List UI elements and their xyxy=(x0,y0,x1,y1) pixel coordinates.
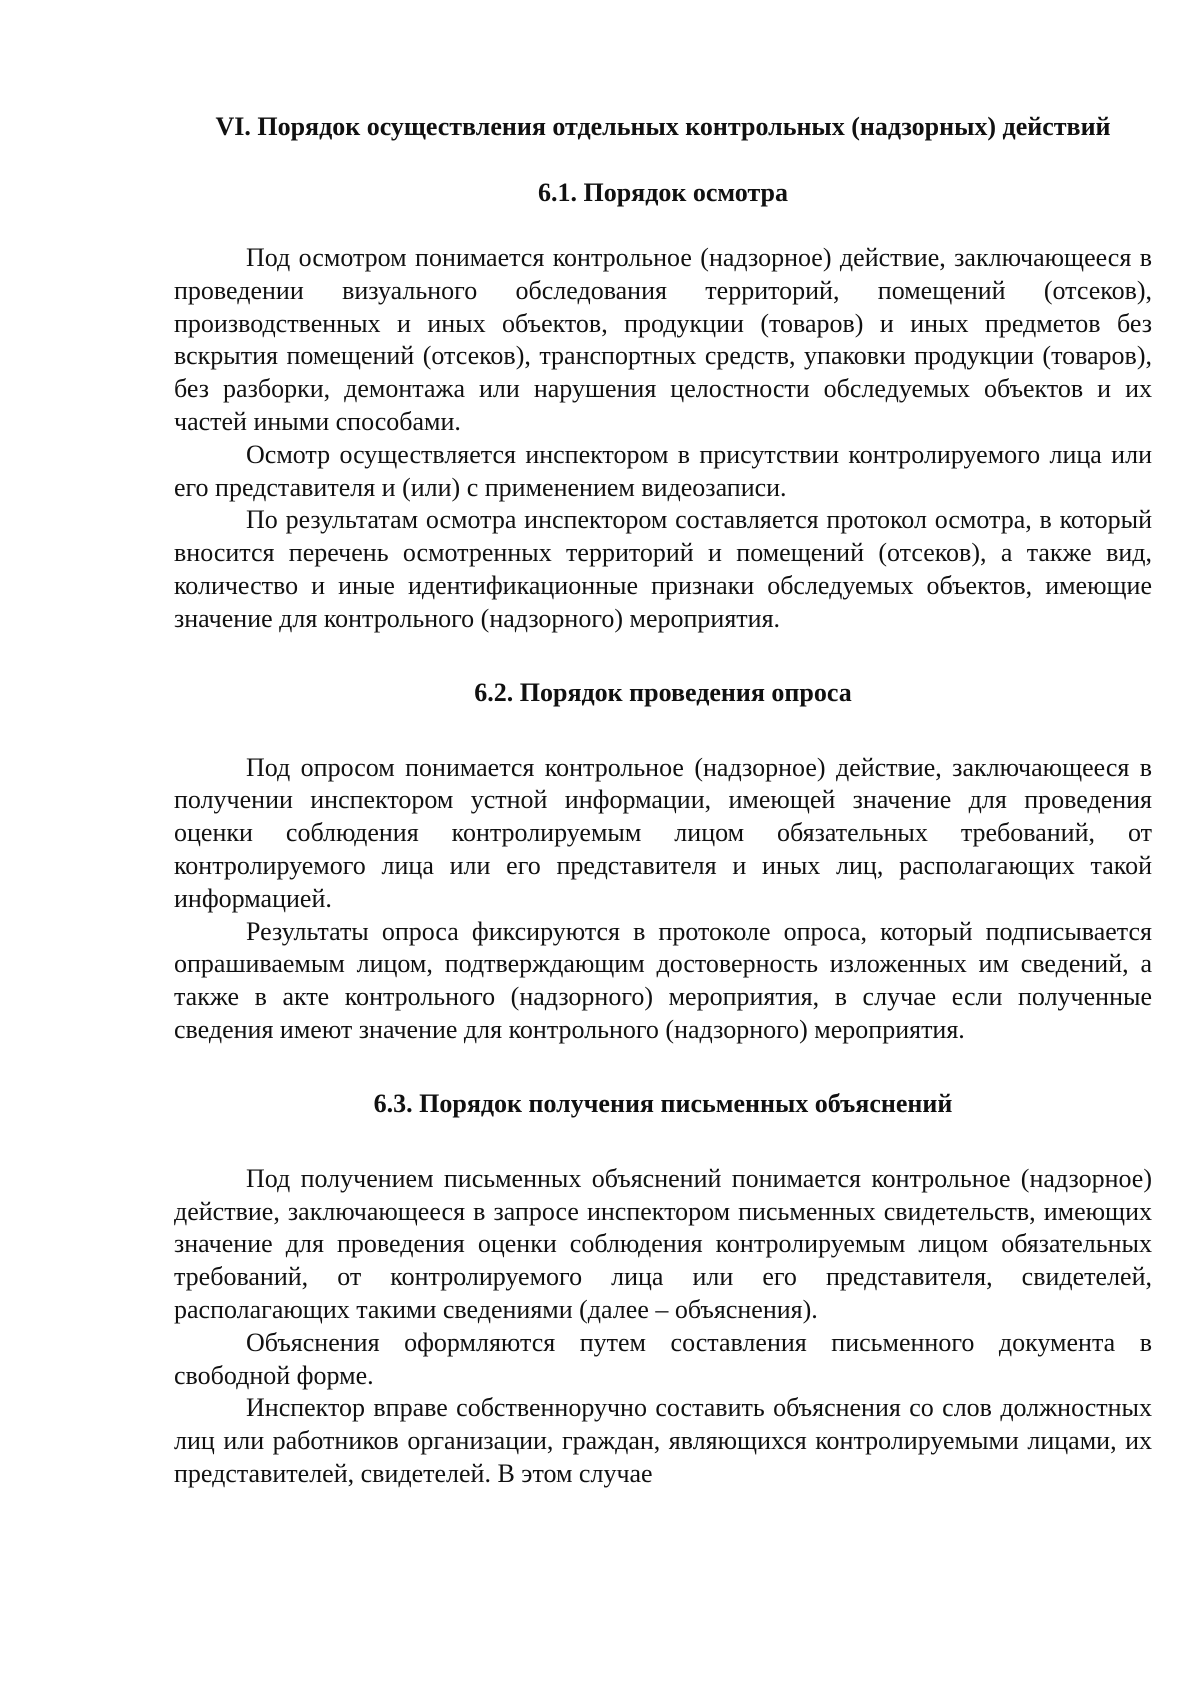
paragraph: По результатам осмотра инспектором составляется протокол осмотра, в который вносится перечень осмотренных территорий и помещений (отсеков), а также вид, количество и иные идентификационные признаки обследуемых объектов, имеющие значение для контрольного (надзорного) мероприятия. xyxy=(174,505,1152,633)
section-body-6-3 xyxy=(174,1163,1152,1491)
paragraph: Под опросом понимается контрольное (надзорное) действие, заключающееся в получении инспектором устной информации, имеющей значение для проведения оценки соблюдения контролируемым лицом обязательных требований, от контролируемого лица или его представителя и иных лиц, располагающих такой информацией. xyxy=(174,752,1152,913)
paragraph: Объяснения оформляются путем составления письменного документа в свободной форме. xyxy=(174,1327,1152,1390)
paragraph: Результаты опроса фиксируются в протоколе опроса, который подписывается опрашиваемым лицом, подтверждающим достоверность изложенных им сведений, а также в акте контрольного (надзорного) мероприятия, в случае если полученные сведения имеют значение для контрольного (надзорного) мероприятия. xyxy=(174,916,1152,1044)
chapter-title: VI. Порядок осуществления отдельных контрольных (надзорных) действий xyxy=(215,112,1111,141)
paragraph: Инспектор вправе собственноручно составить объяснения со слов должностных лиц или работников организации, граждан, являющихся контролируемыми лицами, их представителей, свидетелей. В этом случае xyxy=(174,1393,1152,1488)
section-body-6-1 xyxy=(174,242,1152,636)
paragraph: Под получением письменных объяснений понимается контрольное (надзорное) действие, заключающееся в запросе инспектором письменных свидетельств, имеющих значение для проведения оценки соблюдения контролируемым лицом обязательных требований, от контролируемого лица или его представителя, свидетелей, располагающих такими сведениями (далее – объяснения). xyxy=(174,1163,1152,1324)
section-heading-6-2: 6.2. Порядок проведения опроса xyxy=(474,677,852,707)
paragraph: Под осмотром понимается контрольное (надзорное) действие, заключающееся в проведении визуального обследования территорий, помещений (отсеков), производственных и иных объектов, продукции (товаров) и иных предметов без вскрытия помещений (отсеков), транспортных средств, упаковки продукции (товаров), без разборки, демонтажа или нарушения целостности обследуемых объектов и их частей иными способами. xyxy=(174,243,1152,436)
section-heading-6-3: 6.3. Порядок получения письменных объяснений xyxy=(373,1088,953,1118)
document-page xyxy=(174,110,1152,1491)
section-body-6-2 xyxy=(174,752,1152,1047)
paragraph: Осмотр осуществляется инспектором в присутствии контролируемого лица или его представителя и (или) с применением видеозаписи. xyxy=(174,439,1152,502)
section-heading-6-1: 6.1. Порядок осмотра xyxy=(538,178,788,207)
